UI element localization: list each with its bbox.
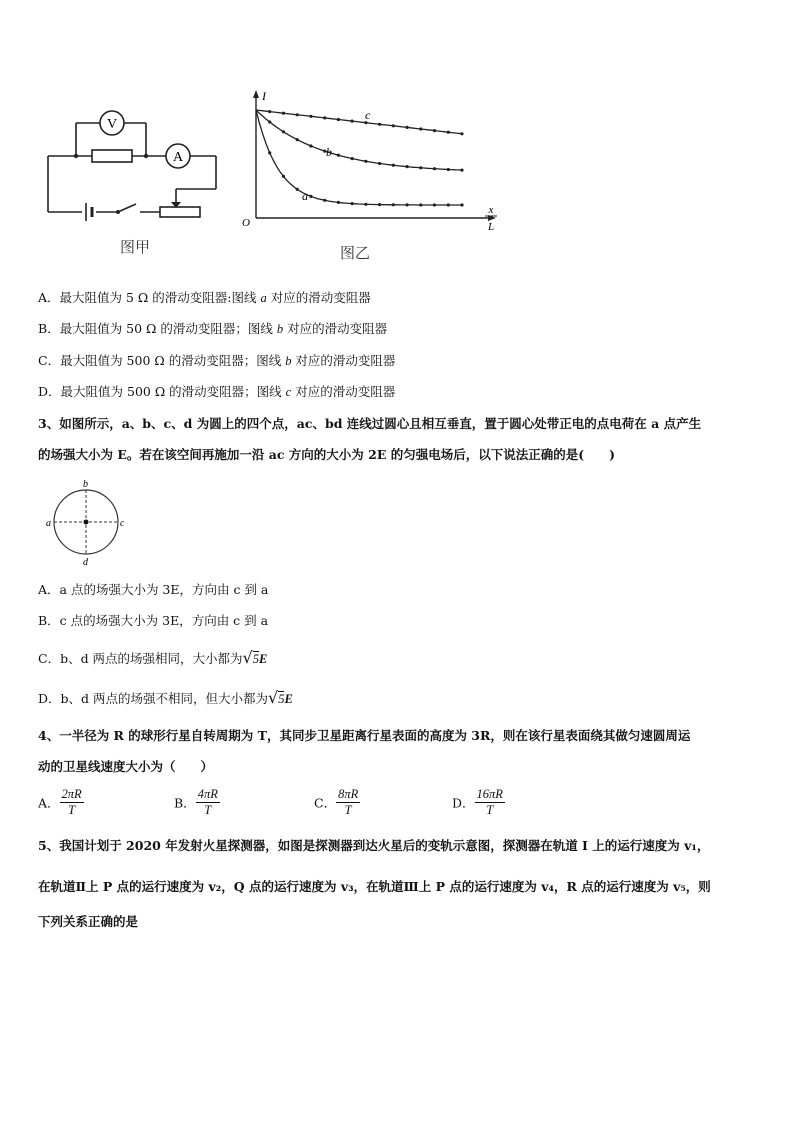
curve-b-point [406,165,409,168]
sqrt-sign: √ [268,688,279,707]
curve-c-point [309,115,312,118]
curve-b-point [378,162,381,165]
q2-option-a: A．最大阻值为 5 Ω 的滑动变阻器:图线 a 对应的滑动变阻器 [38,290,371,305]
circuit-diagram [40,105,230,230]
curve-b-point [392,164,395,167]
q3-option-c: C．b、d 两点的场强相同，大小都为√5E [38,648,268,667]
circle-point-c: c [120,518,125,529]
curve-c-point [268,110,271,113]
curve-b-point [268,120,271,123]
curve-b-point [282,130,285,133]
circle-figure [42,477,132,567]
curve-a-point [419,203,422,206]
circuit-caption: 图甲 [120,238,151,256]
curve-a [256,110,462,205]
voltmeter-symbol: V [106,117,118,132]
curve-b-point [351,157,354,160]
current-graph [240,88,505,233]
curve-b-point [296,138,299,141]
curve-b-point [433,167,436,170]
graph-y-label: I [262,89,266,103]
q4-stem-line1: 4、一半径为 R 的球形行星自转周期为 T，其同步卫星距离行星表面的高度为 3R，则在该行星表面绕其做匀速圆周运 [38,728,691,743]
curve-a-point [268,151,271,154]
graph-origin-label: O [242,217,250,229]
circle-point-d: d [83,557,88,567]
curve-c [256,110,462,134]
curve-a-point [433,203,436,206]
curve-c-point [378,123,381,126]
curve-c-point [351,120,354,123]
graph-x-numerator: x [488,204,494,216]
q5-stem-line2: 在轨道Ⅱ上 P 点的运行速度为 v₂，Q 点的运行速度为 v₃，在轨道Ⅲ上 P 点的运行速度为 v₄，R 点的运行速度为 v₅，则 [38,879,711,894]
curve-c-label: c [365,108,371,122]
curve-c-point [447,131,450,134]
curve-c-point [323,116,326,119]
q4-option-d: D． $\frac{16\pi R}{T}$ [452,787,503,817]
q4-option-b: B． $\frac{4\pi R}{T}$ [174,787,218,817]
curve-a-point [337,201,340,204]
curve-a-point [447,203,450,206]
ammeter-symbol: A [172,150,184,165]
curve-a-point [309,195,312,198]
q3-stem-line1: 3、如图所示，a、b、c、d 为圆上的四个点，ac、bd 连线过圆心且相互垂直，置于圆心处带正电的点电荷在 a 点产生 [38,416,702,431]
q4-option-c: C． $\frac{8\pi R}{T}$ [314,787,359,817]
circle-point-a: a [46,518,51,529]
q2-option-c: C．最大阻值为 500 Ω 的滑动变阻器；图线 b 对应的滑动变阻器 [38,353,396,368]
curve-a-point [378,203,381,206]
curve-c-point [392,124,395,127]
curve-b-point [337,154,340,157]
curve-c-point [419,127,422,130]
q3-stem-line2: 的场强大小为 E。若在该空间再施加一沿 ac 方向的大小为 2E 的匀强电场后，以下说法正确的是( ) [38,447,616,462]
q3-option-d: D．b、d 两点的场强不相同，但大小都为√5E [38,688,293,707]
curve-b-point [419,166,422,169]
q2-option-d: D．最大阻值为 500 Ω 的滑动变阻器；图线 c 对应的滑动变阻器 [38,384,396,399]
q5-stem-line1: 5、我国计划于 2020 年发射火星探测器，如图是探测器到达火星后的变轨示意图，探测器在轨道 Ⅰ 上的运行速度为 v₁， [38,838,710,853]
q4-option-a: A． $\frac{2\pi R}{T}$ [38,787,82,817]
curve-c-point [460,132,463,135]
q3-option-b: B．c 点的场强大小为 3E，方向由 c 到 a [38,613,269,628]
curve-b-point [309,144,312,147]
curve-a-point [460,203,463,206]
curve-a-point [364,203,367,206]
curve-c-point [406,126,409,129]
q5-stem-line3: 下列关系正确的是 [38,914,139,929]
curve-c-point [296,113,299,116]
curve-a-point [392,203,395,206]
curve-b-point [460,169,463,172]
curve-c-point [433,129,436,132]
curve-b-label: b [326,145,332,159]
curve-a-point [351,202,354,205]
curve-a-point [406,203,409,206]
q4-stem-line2: 动的卫星线速度大小为（ ） [38,759,214,774]
curve-a-label: a [302,189,308,203]
graph-x-denominator: L [487,221,495,233]
curve-a-point [323,199,326,202]
curve-a-point [282,175,285,178]
q3-option-a: A．a 点的场强大小为 3E，方向由 c 到 a [38,582,269,597]
graph-caption: 图乙 [340,244,371,262]
sqrt-sign: √ [242,648,253,667]
curve-c-point [337,118,340,121]
curve-b-point [364,160,367,163]
curve-c-point [282,112,285,115]
curve-a-point [296,188,299,191]
circle-point-b: b [83,479,88,490]
curve-b-point [447,168,450,171]
curve-b [256,110,462,170]
q2-option-b: B．最大阻值为 50 Ω 的滑动变阻器；图线 b 对应的滑动变阻器 [38,321,388,336]
